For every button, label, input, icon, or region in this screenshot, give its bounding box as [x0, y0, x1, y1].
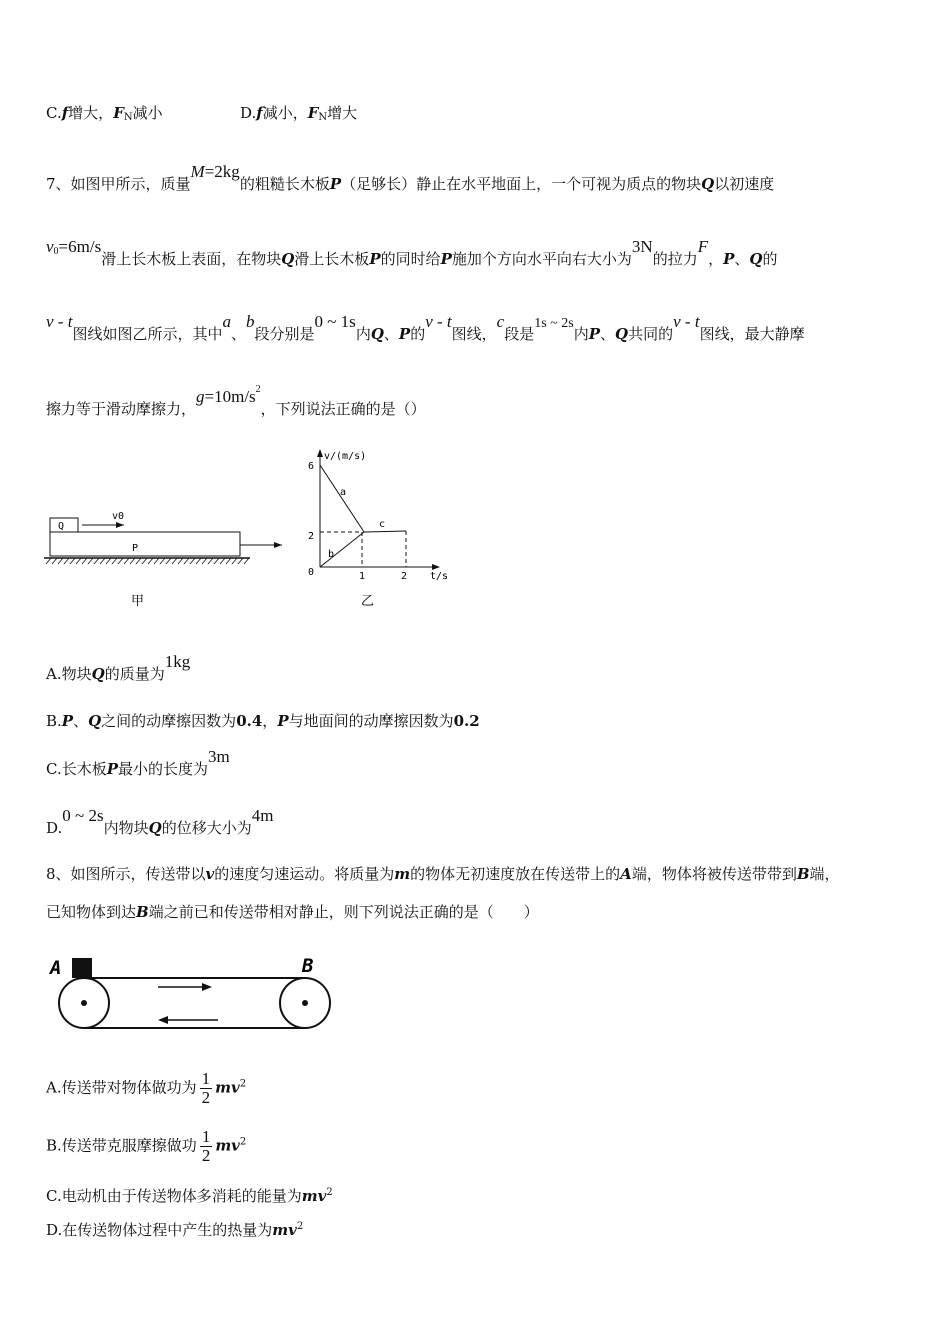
- hatch-mark: [88, 558, 93, 564]
- fraction: $\frac{1}{2}$: [201, 1069, 211, 1107]
- q8-option-b: B.传送带克服摩擦做功 $\frac{1}{2}$ $mv^2$: [46, 1127, 247, 1165]
- q7-line-2: $v^0=6m/s$滑上长木板上表面，在物块Q滑上长木板P的同时给P施加个方向水平向右大小为3N的拉力F，P、Q的: [46, 237, 778, 268]
- board-p: [50, 532, 240, 556]
- q7-option-a: A.物块Q的质量为1kg: [46, 652, 191, 683]
- hatch-mark: [190, 558, 195, 564]
- board-p-label: P: [132, 543, 139, 554]
- q6-option-d: D.f减小，$F_N$增大: [240, 104, 358, 123]
- tick-x1: 1: [359, 571, 366, 582]
- hatch-mark: [208, 558, 213, 564]
- object-block: [72, 958, 92, 978]
- q7-line-1: 7、如图甲所示，质量M=2kg的粗糙长木板P（足够长）静止在水平地面上，一个可视为质点的物块Q以初速度: [46, 162, 775, 193]
- hatch-mark: [172, 558, 177, 564]
- segment-a: [320, 465, 364, 532]
- hatch-mark: [58, 558, 63, 564]
- hatch-mark: [160, 558, 165, 564]
- tick-x2: 2: [401, 571, 408, 582]
- tick-y2: 2: [308, 531, 315, 542]
- hatch-mark: [214, 558, 219, 564]
- hatch-mark: [226, 558, 231, 564]
- q8-option-a: A.传送带对物体做功为 $\frac{1}{2}$ $mv^2$: [46, 1069, 247, 1107]
- hatch-mark: [46, 558, 51, 564]
- q7-line-3: v - t图线如图乙所示，其中a、b段分别是0 ~ 1s内Q、P的v - t图线，c段是1s ~ 2s内P、Q共同的v - t图线，最大静摩: [46, 312, 805, 343]
- label-a: a: [340, 487, 347, 498]
- hatch-mark: [232, 558, 237, 564]
- label-b: b: [328, 549, 335, 560]
- fraction: $\frac{1}{2}$: [201, 1127, 211, 1165]
- hatch-mark: [124, 558, 129, 564]
- hatch-mark: [118, 558, 123, 564]
- q8-line-1: 8、如图所示，传送带以v的速度匀速运动。将质量为m的物体无初速度放在传送带上的A端，物体将被传送带带到B端，: [46, 865, 840, 883]
- hatch-mark: [184, 558, 189, 564]
- ground-hatch: [46, 558, 249, 564]
- hatch-mark: [166, 558, 171, 564]
- x-axis-label: t/s: [430, 571, 449, 582]
- q7-option-d: D.0 ~ 2s内物块Q的位移大小为4m: [46, 806, 274, 837]
- q8-figure-conveyor: [46, 950, 346, 1040]
- hatch-mark: [154, 558, 159, 564]
- arrow-right-icon: [202, 983, 212, 991]
- hatch-mark: [94, 558, 99, 564]
- hatch-mark: [136, 558, 141, 564]
- q8-option-d: D.在传送物体过程中产生的热量为$mv^2$: [46, 1221, 304, 1239]
- q7-figure-yi: [300, 445, 470, 615]
- q7-option-c: C.长木板P最小的长度为3m: [46, 747, 230, 778]
- q7-option-b: B.P、Q之间的动摩擦因数为0.4，P与地面间的动摩擦因数为0.2: [46, 712, 480, 730]
- v0-label: v0: [112, 511, 125, 522]
- q7-figure-jia: [44, 505, 294, 615]
- hatch-mark: [202, 558, 207, 564]
- q7-line-4: 擦力等于滑动摩擦力，$g=10m/s^2$，下列说法正确的是（）: [46, 384, 426, 418]
- hatch-mark: [100, 558, 105, 564]
- hatch-mark: [82, 558, 87, 564]
- block-q-label: Q: [58, 521, 65, 532]
- segment-b: [320, 532, 364, 567]
- hatch-mark: [112, 558, 117, 564]
- hatch-mark: [70, 558, 75, 564]
- hatch-mark: [130, 558, 135, 564]
- hatch-mark: [196, 558, 201, 564]
- q8-option-c: C.电动机由于传送物体多消耗的能量为$mv^2$: [46, 1187, 333, 1205]
- caption-jia: 甲: [131, 594, 145, 609]
- hatch-mark: [244, 558, 249, 564]
- q8-line-2: 已知物体到达B端之前已和传送带相对静止，则下列说法正确的是（ ）: [46, 903, 539, 921]
- arrow-left-icon: [158, 1016, 168, 1024]
- hatch-mark: [238, 558, 243, 564]
- tick-y6: 6: [308, 461, 315, 472]
- hatch-mark: [76, 558, 81, 564]
- label-b: B: [302, 955, 314, 977]
- label-c: c: [379, 519, 386, 530]
- hatch-mark: [52, 558, 57, 564]
- segment-c: [364, 531, 406, 532]
- hatch-mark: [220, 558, 225, 564]
- hatch-mark: [142, 558, 147, 564]
- q6-option-c: C.f增大，$F_N$减小: [46, 104, 163, 123]
- caption-yi: 乙: [361, 594, 375, 609]
- hatch-mark: [106, 558, 111, 564]
- hatch-mark: [64, 558, 69, 564]
- hatch-mark: [178, 558, 183, 564]
- origin-label: 0: [308, 567, 315, 578]
- label-a: A: [50, 957, 62, 979]
- y-axis-label: v/(m/s): [324, 451, 367, 462]
- hatch-mark: [148, 558, 153, 564]
